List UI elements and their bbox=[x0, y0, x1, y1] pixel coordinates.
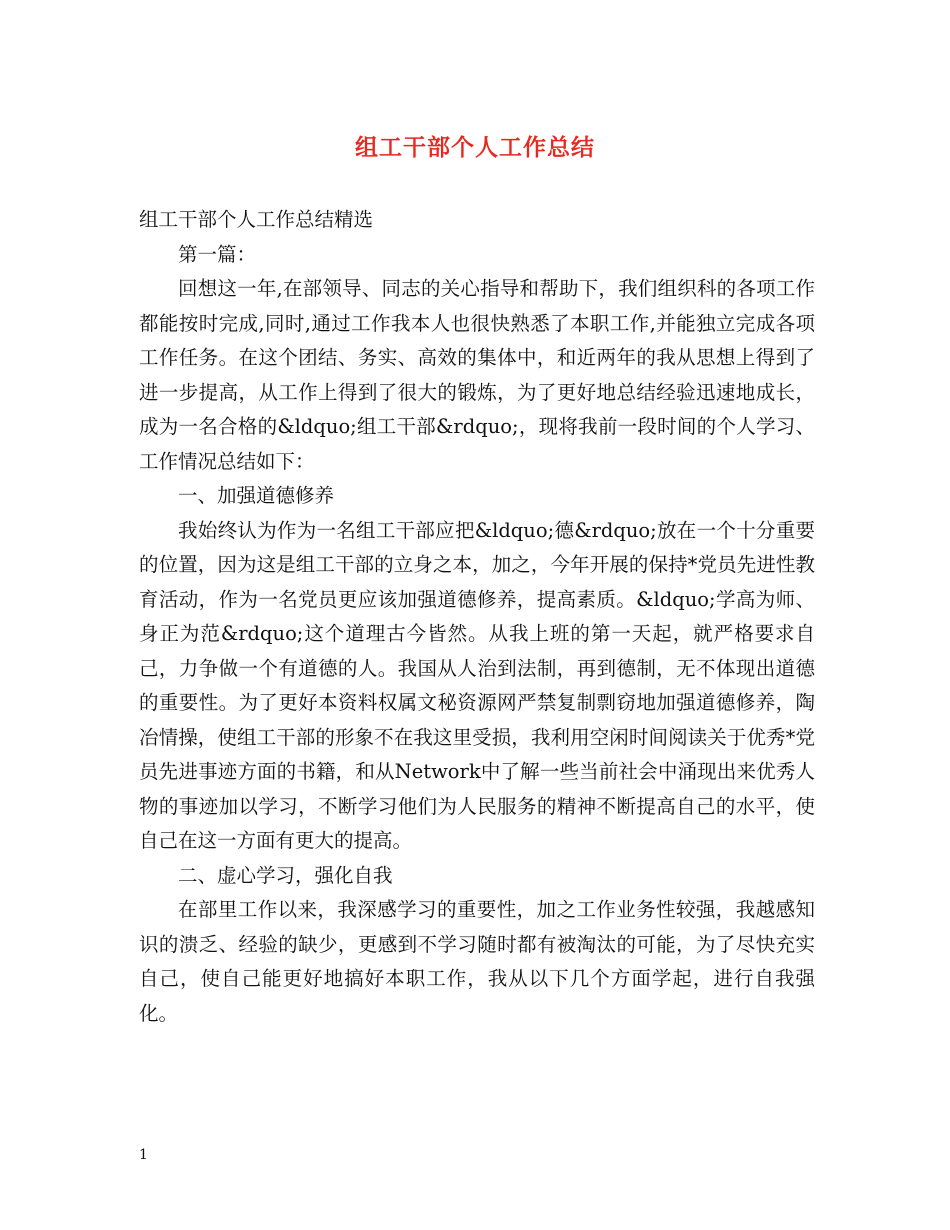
section-label-first: 第一篇： bbox=[178, 242, 257, 266]
section-heading-2: 二、虚心学习，强化自我 bbox=[178, 863, 393, 887]
document-subtitle: 组工干部个人工作总结精选 bbox=[139, 208, 374, 231]
page-number: 1 bbox=[139, 1147, 148, 1163]
paragraph-morality: 我始终认为作为一名组工干部应把&ldquo;德&rdquo;放在一个十分重要的位置，因为这是组工干部的立身之本，加之，今年开展的保持*党员先进性教育活动，作为一名党员更应该加强道德修养，提高素质。&ldquo;学高为师、身正为范&rdquo;这个道理古今皆然。从我上班的第一天起，就严格要求自己，力争做一个有道德的人。我国从人治到法制，再到德制，无不体现出道德的重要性。为了更好本资料权属文秘资源网严禁复制剽窃地加强道德修养，陶冶情操，使组工干部的形象不在我这里受损，我利用空闲时间阅读关于优秀*党员先进事迹方面的书籍，和从Network中了解一些当前社会中涌现出来优秀人物的事迹加以学习，不断学习他们为人民服务的精神不断提高自己的水平，使自己在这一方面有更大的提高。 bbox=[139, 518, 815, 852]
paragraph-intro: 回想这一年,在部领导、同志的关心指导和帮助下，我们组织科的各项工作都能按时完成,同时,通过工作我本人也很快熟悉了本职工作,并能独立完成各项工作任务。在这个团结、务实、高效的集体中，和近两年的我从思想上得到了进一步提高，从工作上得到了很大的锻炼，为了更好地总结经验迅速地成长，成为一名合格的&ldquo;组工干部&rdquo;，现将我前一段时间的个人学习、工作情况总结如下： bbox=[139, 277, 815, 473]
paragraph-study: 在部里工作以来，我深感学习的重要性，加之工作业务性较强，我越感知识的溃乏、经验的缺少，更感到不学习随时都有被淘汰的可能，为了尽快充实自己，使自己能更好地搞好本职工作，我从以下几个方面学起，进行自我强化。 bbox=[139, 898, 815, 1025]
section-heading-1: 一、加强道德修养 bbox=[178, 484, 335, 507]
document-title: 组工干部个人工作总结 bbox=[355, 134, 595, 161]
document-body bbox=[139, 203, 815, 1031]
